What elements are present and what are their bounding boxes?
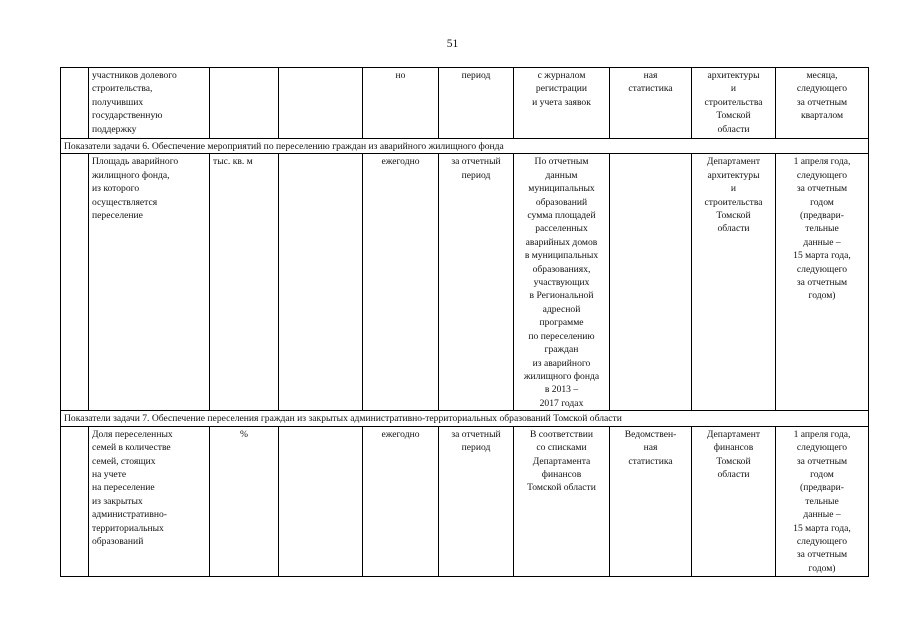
row-number-cell bbox=[61, 426, 89, 576]
indicators-table bbox=[60, 67, 869, 577]
deadline-cell: 1 апреля года, следующего за отчетным годом (предвари- тельные данные – 15 марта года, следующего за отчетным годом) bbox=[776, 426, 869, 576]
section-header-row bbox=[61, 139, 869, 154]
page-number: 51 bbox=[446, 38, 459, 50]
periodicity-cell: ежегодно bbox=[363, 154, 439, 411]
indicator-name-cell: участников долевого строительства, получивших государственную поддержку bbox=[89, 68, 210, 139]
time-characteristic-cell: за отчетный период bbox=[439, 154, 514, 411]
data-source-cell bbox=[610, 154, 692, 411]
row-number-cell bbox=[61, 68, 89, 139]
table-row bbox=[61, 426, 869, 576]
responsible-cell: Департамент архитектуры и строительства Томской области bbox=[692, 154, 776, 411]
indicator-name-cell: Доля переселенных семей в количестве семей, стоящих на учете на переселение из закрытых административно- территориальных образований bbox=[89, 426, 210, 576]
time-characteristic-cell: за отчетный период bbox=[439, 426, 514, 576]
section-6-title: Показатели задачи 6. Обеспечение мероприятий по переселению граждан из аварийного жилищного фонда bbox=[61, 139, 869, 154]
calculation-method-cell: По отчетным данным муниципальных образований сумма площадей расселенных аварийных домов в муниципальных образованиях, участвующих в Региональной адресной программе по переселению граждан из аварийного жилищного фонда в 2013 – 2017 годах bbox=[514, 154, 610, 411]
definition-cell bbox=[279, 68, 363, 139]
definition-cell bbox=[279, 154, 363, 411]
definition-cell bbox=[279, 426, 363, 576]
unit-cell bbox=[210, 68, 279, 139]
deadline-cell: 1 апреля года, следующего за отчетным годом (предвари- тельные данные – 15 марта года, следующего за отчетным годом) bbox=[776, 154, 869, 411]
responsible-cell: Департамент финансов Томской области bbox=[692, 426, 776, 576]
data-source-cell: ная статистика bbox=[610, 68, 692, 139]
periodicity-cell: ежегодно bbox=[363, 426, 439, 576]
responsible-cell: архитектуры и строительства Томской области bbox=[692, 68, 776, 139]
deadline-cell: месяца, следующего за отчетным кварталом bbox=[776, 68, 869, 139]
table-row bbox=[61, 154, 869, 411]
time-characteristic-cell: период bbox=[439, 68, 514, 139]
section-7-title: Показатели задачи 7. Обеспечение переселения граждан из закрытых административно-территориальных образований Томской области bbox=[61, 411, 869, 426]
row-number-cell bbox=[61, 154, 89, 411]
data-source-cell: Ведомствен- ная статистика bbox=[610, 426, 692, 576]
periodicity-cell: но bbox=[363, 68, 439, 139]
unit-cell: % bbox=[210, 426, 279, 576]
section-header-row bbox=[61, 411, 869, 426]
table-row bbox=[61, 68, 869, 139]
calculation-method-cell: с журналом регистрации и учета заявок bbox=[514, 68, 610, 139]
calculation-method-cell: В соответствии со списками Департамента финансов Томской области bbox=[514, 426, 610, 576]
unit-cell: тыс. кв. м bbox=[210, 154, 279, 411]
indicator-name-cell: Площадь аварийного жилищного фонда, из которого осуществляется переселение bbox=[89, 154, 210, 411]
